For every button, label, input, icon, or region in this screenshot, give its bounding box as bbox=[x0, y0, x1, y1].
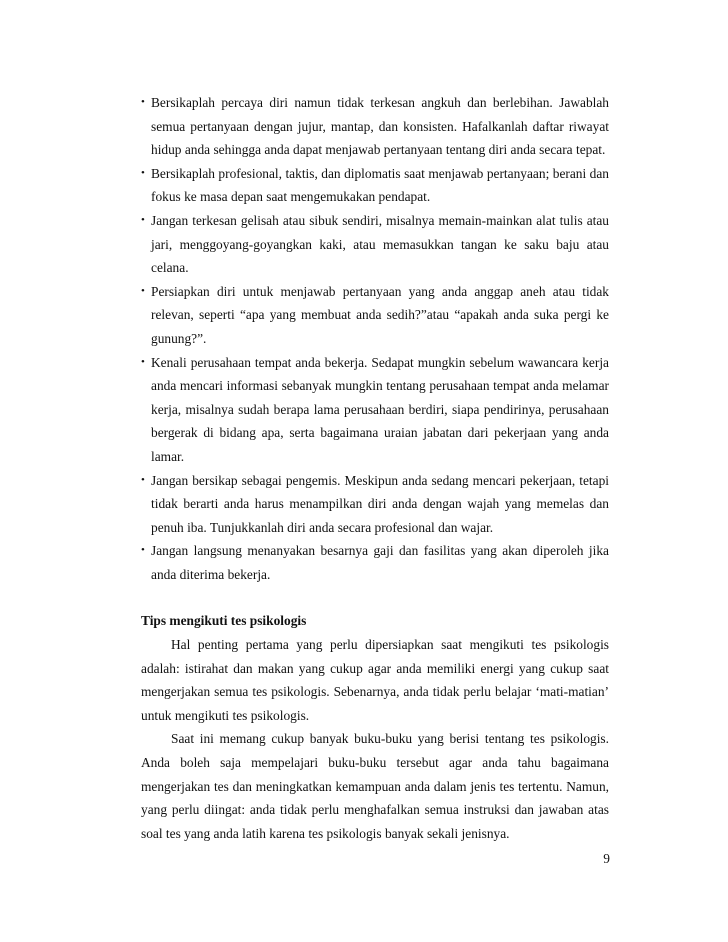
bullet-icon: • bbox=[141, 355, 145, 368]
body-paragraph: Hal penting pertama yang perlu dipersiapkan saat mengikuti tes psikologis adalah: istirahat dan makan yang cukup agar anda memiliki energi yang cukup saat mengerjakan semua tes psikologis. Sebenarnya, anda tidak perlu belajar ‘mati-matian’ untuk mengikuti tes psikologis. bbox=[141, 637, 609, 723]
bullet-icon: • bbox=[141, 166, 145, 179]
list-item bbox=[141, 209, 609, 280]
bullet-text: Kenali perusahaan tempat anda bekerja. Sedapat mungkin sebelum wawancara kerja anda mencari informasi sebanyak mungkin tentang perusahaan tempat anda melamar kerja, misalnya sudah berapa lama perusahaan berdiri, siapa pendirinya, perusahaan bergerak di bidang apa, serta bagaimana uraian jabatan dari pekerjaan yang anda lamar. bbox=[151, 354, 609, 464]
bullet-icon: • bbox=[141, 284, 145, 297]
tips-bullet-list bbox=[141, 91, 609, 586]
bullet-text: Bersikaplah percaya diri namun tidak terkesan angkuh dan berlebihan. Jawablah semua pertanyaan dengan jujur, mantap, dan konsisten. Hafalkanlah daftar riwayat hidup anda sehingga anda dapat menjawab pertanyaan tentang diri anda secara tepat. bbox=[151, 95, 609, 158]
list-item bbox=[141, 280, 609, 351]
list-item bbox=[141, 351, 609, 469]
bullet-icon: • bbox=[141, 473, 145, 486]
page-number: 9 bbox=[603, 851, 610, 866]
page-content bbox=[141, 91, 609, 845]
list-item bbox=[141, 91, 609, 162]
bullet-icon: • bbox=[141, 96, 145, 108]
bullet-text: Bersikaplah profesional, taktis, dan diplomatis saat menjawab pertanyaan; berani dan fokus ke masa depan saat mengemukakan pendapat. bbox=[151, 165, 609, 205]
body-paragraph: Saat ini memang cukup banyak buku-buku yang berisi tentang tes psikologis. Anda boleh saja mempelajari buku-buku tersebut agar anda tahu bagaimana mengerjakan tes dan meningkatkan kemampuan anda dalam jenis tes tertentu. Namun, yang perlu diingat: anda tidak perlu menghafalkan semua instruksi dan jawaban atas soal tes yang anda latih karena tes psikologis banyak sekali jenisnya. bbox=[141, 731, 609, 841]
bullet-icon: • bbox=[141, 213, 145, 226]
bullet-text: Jangan terkesan gelisah atau sibuk sendiri, misalnya memain-mainkan alat tulis atau jari, menggoyang-goyangkan kaki, atau memasukkan tangan ke saku baju atau celana. bbox=[151, 212, 609, 276]
list-item bbox=[141, 469, 609, 540]
list-item bbox=[141, 162, 609, 209]
bullet-text: Jangan bersikap sebagai pengemis. Meskipun anda sedang mencari pekerjaan, tetapi tidak berarti anda harus menampilkan diri anda dengan wajah yang memelas dan penuh iba. Tunjukkanlah diri anda secara profesional dan wajar. bbox=[151, 472, 609, 535]
bullet-text: Jangan langsung menanyakan besarnya gaji dan fasilitas yang akan diperoleh jika anda diterima bekerja. bbox=[151, 543, 609, 582]
list-item bbox=[141, 539, 609, 586]
bullet-text: Persiapkan diri untuk menjawab pertanyaan yang anda anggap aneh atau tidak relevan, seperti “apa yang membuat anda sedih?”atau “apakah anda suka pergi ke gunung?”. bbox=[151, 283, 609, 346]
section-heading: Tips mengikuti tes psikologis bbox=[141, 613, 307, 629]
bullet-icon: • bbox=[141, 544, 145, 557]
